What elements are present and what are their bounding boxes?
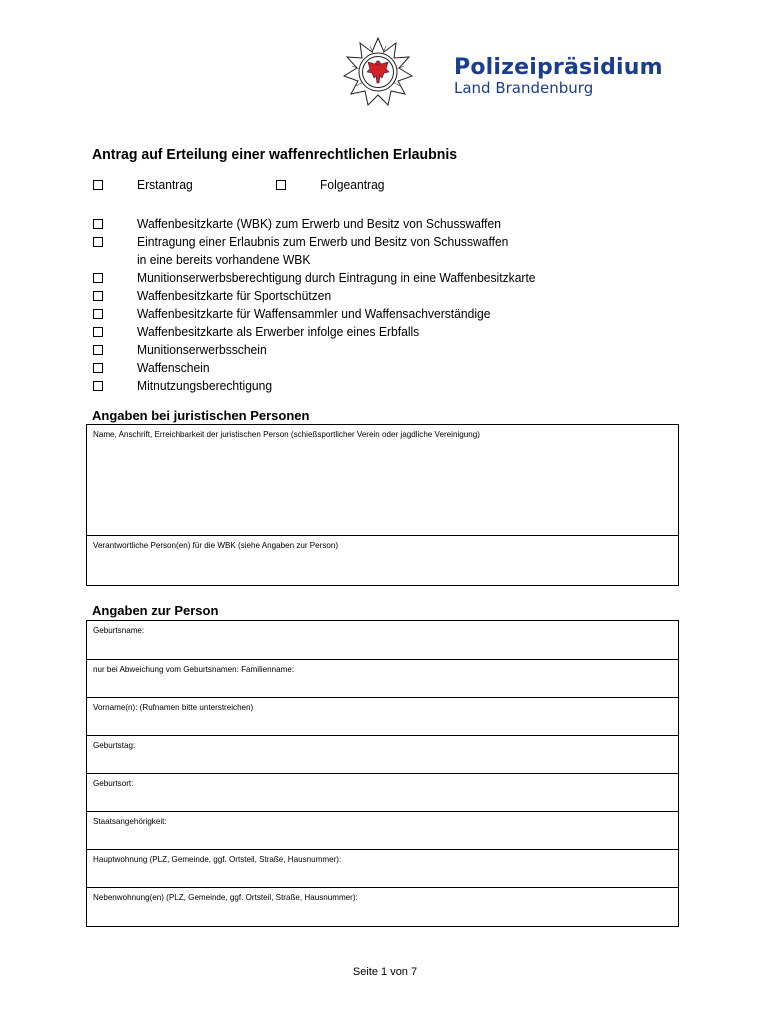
person-table <box>86 620 679 927</box>
field-label: Hauptwohnung (PLZ, Gemeinde, ggf. Ortsteil, Straße, Hausnummer): <box>93 854 342 864</box>
option-label: Waffenbesitzkarte für Sportschützen <box>137 288 332 303</box>
field-label: Verantwortliche Person(en) für die WBK (siehe Angaben zur Person) <box>93 540 339 550</box>
checkbox-mitnutzungsberechtigung[interactable] <box>93 381 103 391</box>
field-staatsangehoerigkeit[interactable] <box>87 811 678 849</box>
checkbox-wbk-erbfall[interactable] <box>93 327 103 337</box>
option-label: Munitionserwerbsschein <box>137 342 267 357</box>
organisation-block <box>454 56 663 96</box>
label-erstantrag: Erstantrag <box>137 177 193 192</box>
field-label: Geburtstag: <box>93 740 136 750</box>
field-hauptwohnung[interactable] <box>87 849 678 887</box>
field-label: Geburtsort: <box>93 778 134 788</box>
option-label: Munitionserwerbsberechtigung durch Eintragung in eine Waffenbesitzkarte <box>137 270 536 285</box>
checkbox-erstantrag[interactable] <box>93 180 103 190</box>
field-label: Nebenwohnung(en) (PLZ, Gemeinde, ggf. Ortsteil, Straße, Hausnummer): <box>93 892 358 902</box>
checkbox-munitionserwerbsschein[interactable] <box>93 345 103 355</box>
checkbox-wbk-sportschuetzen[interactable] <box>93 291 103 301</box>
field-label: Name, Anschrift, Erreichbarkeit der juristischen Person (schießsportlicher Verein oder jagdliche Vereinigung) <box>93 429 480 439</box>
letterhead <box>0 0 770 130</box>
label-folgeantrag: Folgeantrag <box>320 177 385 192</box>
option-label-continued: in eine bereits vorhandene WBK <box>137 252 311 267</box>
organisation-region: Land Brandenburg <box>454 79 594 97</box>
field-geburtsort[interactable] <box>87 773 678 811</box>
page-number: Seite 1 von 7 <box>352 966 418 978</box>
option-label: Waffenbesitzkarte für Waffensammler und Waffensachverständige <box>137 306 491 321</box>
field-responsible-persons[interactable] <box>87 535 678 585</box>
option-label: Waffenbesitzkarte (WBK) zum Erwerb und Besitz von Schusswaffen <box>137 216 501 231</box>
checkbox-wbk-erwerb-besitz[interactable] <box>93 219 103 229</box>
form-title: Antrag auf Erteilung einer waffenrechtlichen Erlaubnis <box>92 146 458 163</box>
field-label: Geburtsname: <box>93 625 145 635</box>
police-star-eagle-emblem-icon <box>342 36 414 108</box>
legal-entity-table <box>86 424 679 586</box>
checkbox-munitionserwerbsberechtigung[interactable] <box>93 273 103 283</box>
field-legal-entity-name[interactable] <box>87 425 678 535</box>
field-geburtsname[interactable] <box>87 621 678 659</box>
option-label: Mitnutzungsberechtigung <box>137 378 273 393</box>
field-nebenwohnung[interactable] <box>87 887 678 926</box>
field-geburtstag[interactable] <box>87 735 678 773</box>
field-familienname[interactable] <box>87 659 678 697</box>
checkbox-wbk-sammler[interactable] <box>93 309 103 319</box>
option-label: Waffenbesitzkarte als Erwerber infolge eines Erbfalls <box>137 324 420 339</box>
option-label: Waffenschein <box>137 360 210 375</box>
field-label: nur bei Abweichung vom Geburtsnamen: Familienname: <box>93 664 295 674</box>
checkbox-waffenschein[interactable] <box>93 363 103 373</box>
organisation-name: Polizeipräsidium <box>454 55 663 80</box>
option-label: Eintragung einer Erlaubnis zum Erwerb und Besitz von Schusswaffen <box>137 234 509 249</box>
field-label: Vorname(n): (Rufnamen bitte unterstreichen) <box>93 702 254 712</box>
checkbox-folgeantrag[interactable] <box>276 180 286 190</box>
field-label: Staatsangehörigkeit: <box>93 816 167 826</box>
checkbox-eintragung-erlaubnis[interactable] <box>93 237 103 247</box>
section-heading-legal-entity: Angaben bei juristischen Personen <box>92 408 310 423</box>
field-vornamen[interactable] <box>87 697 678 735</box>
section-heading-person: Angaben zur Person <box>92 603 219 618</box>
